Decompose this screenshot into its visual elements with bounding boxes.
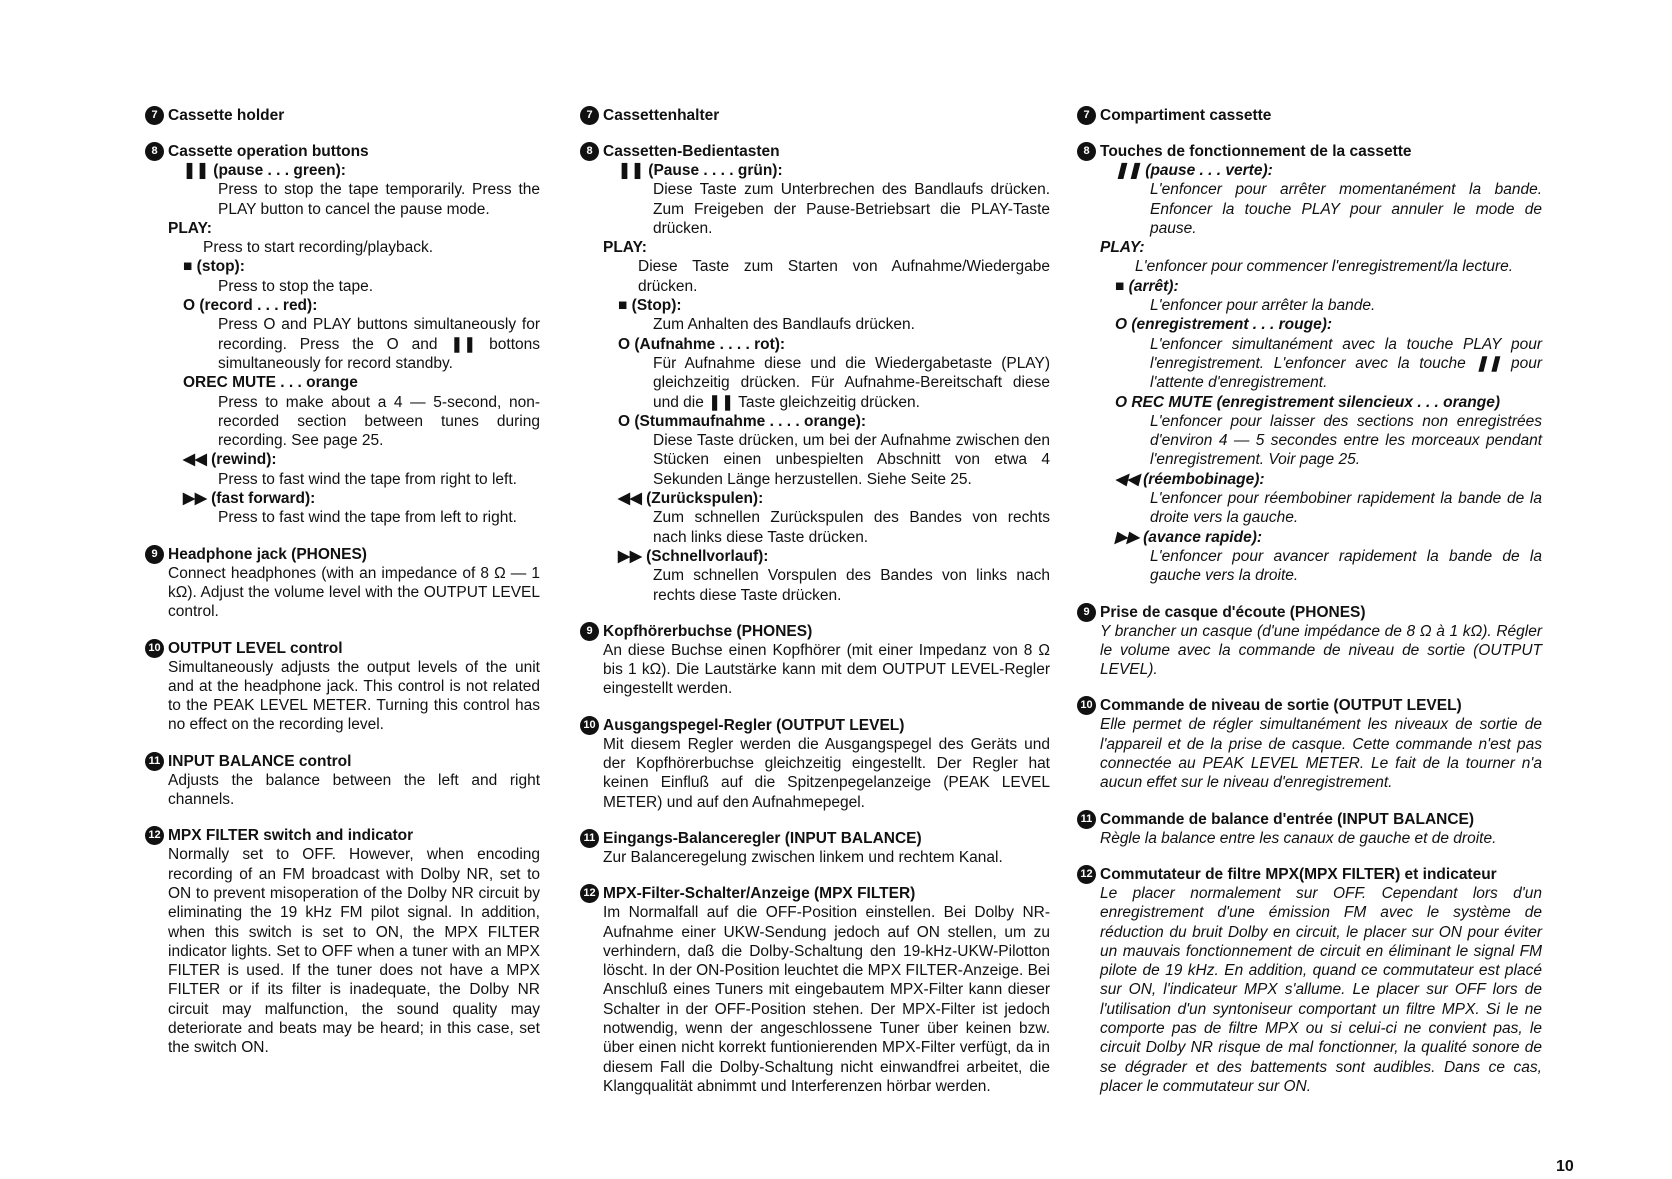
column-french: [1077, 106, 1542, 1113]
section-number-badge: 8: [580, 142, 599, 161]
section-title: Kopfhörerbuchse (PHONES): [603, 622, 813, 640]
button-description-item: [183, 161, 540, 219]
section-body: An diese Buchse einen Kopfhörer (mit einer Impedanz von 8 Ω bis 1 kΩ). Die Lautstärke kann mit dem OUTPUT LEVEL-Regler eingestellt werden.: [603, 641, 1050, 698]
button-description: Press to start recording/playback.: [203, 239, 434, 257]
section-12: [1077, 865, 1542, 1096]
section-body: Im Normalfall auf die OFF-Position einstellen. Bei Dolby NR-Aufnahme einer UKW-Sendung jedoch auf ON stellen, um zu verhindern, daß die Dolby-Schaltung den 19-kHz-UKW-Pilotton löscht. In der ON-Position leuchtet die MPX FILTER-Anzeige. Bei Anschluß eines Tuners mit eingebautem MPX-Filter kann dieser Schalter in der OFF-Position stehen. Der MPX-Filter ist jedoch notwendig, wenn der angeschlossene Tuner über keinen bzw. über einen nicht korrekt funtionierenden MPX-Filter verfügt, da in diesem Fall die Dolby-Schaltung nicht einwandfrei arbeitet, die Klangqualität abnimmt und Interferenzen hörbar werden.: [603, 904, 1050, 1095]
button-label: ▶▶ (fast forward):: [183, 490, 316, 508]
section-body: Normally set to OFF. However, when encoding recording of an FM broadcast with Dolby NR, set to ON to prevent misoperation of the Dolby NR circuit by eliminating the 19 kHz FM pilot signal. In addition, when this switch is set to ON, the MPX FILTER indicator lights. Set to OFF when a tuner with an MPX FILTER is used. If the tuner does not have a MPX FILTER or if its filter is inadequate, the Dolby NR circuit may malfunction, the sound quality may deteriorate and beats may be heard; in this case, set the switch ON.: [168, 846, 540, 1057]
section-title: INPUT BALANCE control: [168, 752, 352, 770]
button-label: ▶▶ (Schnellvorlauf):: [618, 547, 769, 565]
section-11: [580, 829, 1050, 867]
button-description-item: [168, 219, 540, 258]
button-label: PLAY:: [168, 219, 212, 237]
section-number-badge: 8: [1077, 142, 1096, 161]
button-description: Für Aufnahme diese und die Wiedergabetaste (PLAY) gleichzeitig drücken. Für Aufnahme-Bereitschaft diese und die ❚❚ Taste gleichzeitig drücken.: [653, 354, 1050, 411]
section-title: Cassette operation buttons: [168, 143, 369, 160]
section-title: Cassettenhalter: [603, 107, 720, 124]
button-label: O (record . . . red):: [183, 297, 318, 315]
section-9: [145, 545, 540, 622]
section-10: [1077, 696, 1542, 792]
button-description: L'enfoncer pour laisser des sections non enregistrées d'environ 4 — 5 secondes entre les morceaux pendant l'enregistrement. Voir page 25.: [1150, 412, 1542, 469]
section-10: [580, 716, 1050, 812]
section-8: [1077, 142, 1542, 586]
button-description-item: [1115, 161, 1542, 238]
section-7: [580, 106, 1050, 125]
section-body: Zur Balanceregelung zwischen linkem und rechtem Kanal.: [603, 848, 1003, 866]
section-heading: [580, 716, 1050, 735]
button-description-item: [1115, 393, 1542, 470]
section-number-badge: 11: [580, 829, 599, 848]
section-number-badge: 10: [580, 716, 599, 735]
section-title: Cassetten-Bedientasten: [603, 143, 780, 160]
button-label: ■ (Stop):: [618, 297, 682, 315]
section-number-badge: 10: [145, 639, 164, 658]
section-body: Adjusts the balance between the left and right channels.: [168, 771, 540, 809]
button-description-item: [183, 450, 540, 489]
section-12: [580, 884, 1050, 1096]
button-description-item: [618, 296, 1050, 335]
section-number-badge: 9: [580, 622, 599, 641]
button-label: ◀◀ (rewind):: [183, 451, 277, 469]
section-number-badge: 12: [580, 884, 599, 903]
section-body: Règle la balance entre les canaux de gauche et de droite.: [1100, 829, 1497, 847]
section-9: [1077, 603, 1542, 680]
section-10: [145, 639, 540, 735]
section-body: Connect headphones (with an impedance of 8 Ω — 1 kΩ). Adjust the volume level with the OUTPUT LEVEL control.: [168, 564, 540, 621]
button-description-item: [618, 412, 1050, 489]
button-description: L'enfoncer pour réembobiner rapidement la bande de la droite vers la gauche.: [1150, 490, 1542, 527]
section-heading: [580, 142, 1050, 161]
section-title: Prise de casque d'écoute (PHONES): [1100, 603, 1366, 621]
section-heading: [580, 106, 1050, 125]
button-description: Press to fast wind the tape from left to right.: [218, 509, 517, 527]
section-heading: [145, 639, 540, 658]
section-title: Headphone jack (PHONES): [168, 545, 367, 563]
button-label: O (Aufnahme . . . . rot):: [618, 335, 786, 353]
section-title: Cassette holder: [168, 107, 285, 124]
button-description: Press to fast wind the tape from right to left.: [218, 470, 517, 488]
button-description: Press to make about a 4 — 5-second, non-recorded section between tunes during recording. See page 25.: [218, 393, 540, 450]
section-title: Commande de niveau de sortie (OUTPUT LEVEL): [1100, 697, 1462, 715]
section-number-badge: 7: [1077, 106, 1096, 125]
button-description: Press to stop the tape.: [218, 277, 374, 295]
button-description-item: [603, 238, 1050, 296]
section-11: [145, 752, 540, 810]
section-body: Y brancher un casque (d'une impédance de 8 Ω à 1 kΩ). Régler le volume avec la commande de niveau de sortie (OUTPUT LEVEL).: [1100, 622, 1542, 679]
section-heading: [145, 826, 540, 845]
section-heading: [1077, 106, 1542, 125]
button-description-item: [1115, 315, 1542, 392]
button-description: Zum Anhalten des Bandlaufs drücken.: [653, 316, 915, 334]
section-number-badge: 11: [145, 752, 164, 771]
column-german: [580, 106, 1050, 1113]
section-body: Elle permet de régler simultanément les niveaux de sortie de l'appareil et de la prise de casque. Cette commande n'est pas connectée au PEAK LEVEL METER. Le fait de la tourner n'a aucun effet sur le niveau d'enregistrement.: [1100, 716, 1542, 792]
section-heading: [1077, 603, 1542, 622]
button-label: PLAY:: [1100, 239, 1145, 257]
button-description: Zum schnellen Zurückspulen des Bandes von rechts nach links diese Taste drücken.: [653, 509, 1050, 546]
section-number-badge: 12: [1077, 865, 1096, 884]
button-description-item: [1115, 470, 1542, 528]
section-title: Touches de fonctionnement de la cassette: [1100, 143, 1412, 160]
button-description: Zum schnellen Vorspulen des Bandes von links nach rechts diese Taste drücken.: [653, 567, 1050, 604]
section-title: Commande de balance d'entrée (INPUT BALANCE): [1100, 810, 1475, 828]
button-label: ❚❚ (Pause . . . . grün):: [618, 162, 783, 179]
section-number-badge: 9: [1077, 603, 1096, 622]
section-9: [580, 622, 1050, 699]
section-number-badge: 7: [145, 106, 164, 125]
section-heading: [580, 622, 1050, 641]
button-description-item: [183, 296, 540, 373]
button-description-item: [1115, 528, 1542, 586]
section-title: MPX FILTER switch and indicator: [168, 827, 414, 845]
section-heading: [145, 545, 540, 564]
button-description-item: [1100, 238, 1542, 277]
section-heading: [580, 884, 1050, 903]
section-11: [1077, 810, 1542, 848]
button-description-item: [1115, 277, 1542, 316]
button-label: ◀◀ (Zurückspulen):: [618, 490, 764, 508]
button-description: Diese Taste drücken, um bei der Aufnahme zwischen den Stücken einen unbespielten Abschnitt von etwa 4 Sekunden Länge herzustellen. Siehe Seite 25.: [653, 432, 1050, 488]
section-number-badge: 7: [580, 106, 599, 125]
button-description: L'enfoncer simultanément avec la touche PLAY pour l'enregistrement. L'enfoncer avec la touche ❚❚ pour l'attente d'enregistrement.: [1150, 335, 1542, 392]
section-body: Mit diesem Regler werden die Ausgangspegel des Geräts und der Kopfhörerbuchse gleichzeitig eingestellt. Der Regler hat keinen Einfluß auf die Spitzenpegelanzeige (PEAK LEVEL METER) und auf den Aufnahmepegel.: [603, 735, 1050, 811]
section-heading: [1077, 696, 1542, 715]
button-description: Diese Taste zum Unterbrechen des Bandlaufs drücken. Zum Freigeben der Pause-Betriebsart die PLAY-Taste drücken.: [653, 181, 1050, 237]
section-number-badge: 12: [145, 826, 164, 845]
button-description-item: [618, 489, 1050, 547]
section-8: [580, 142, 1050, 605]
button-label: ■ (arrêt):: [1115, 277, 1179, 295]
button-label: O (enregistrement . . . rouge):: [1115, 316, 1333, 334]
button-description: L'enfoncer pour arrêter momentanément la bande. Enfoncer la touche PLAY pour annuler le mode de pause.: [1150, 181, 1542, 237]
button-label: O (Stummaufnahme . . . . orange):: [618, 412, 867, 430]
section-number-badge: 11: [1077, 810, 1096, 829]
button-description-item: [618, 161, 1050, 238]
section-number-badge: 10: [1077, 696, 1096, 715]
button-label: PLAY:: [603, 239, 647, 257]
section-12: [145, 826, 540, 1057]
section-body: Simultaneously adjusts the output levels of the unit and at the headphone jack. This control is not related to the PEAK LEVEL METER. Turning this control has no effect on the recording level.: [168, 658, 540, 734]
section-heading: [1077, 142, 1542, 161]
button-label: ◀◀ (réembobinage):: [1115, 470, 1265, 488]
page-number: 10: [1556, 1158, 1574, 1175]
button-description: Press to stop the tape temporarily. Press the PLAY button to cancel the pause mode.: [218, 181, 540, 218]
button-description-item: [183, 373, 540, 450]
button-label: ❚❚ (pause . . . verte):: [1115, 162, 1273, 179]
button-description: L'enfoncer pour avancer rapidement la bande de la gauche vers la droite.: [1150, 547, 1542, 585]
button-description-item: [618, 547, 1050, 605]
section-heading: [1077, 810, 1542, 829]
button-label: ■ (stop):: [183, 258, 245, 276]
button-description-item: [618, 335, 1050, 412]
section-title: Commutateur de filtre MPX(MPX FILTER) et indicateur: [1100, 865, 1497, 883]
section-number-badge: 8: [145, 142, 164, 161]
section-title: Compartiment cassette: [1100, 107, 1272, 124]
section-7: [1077, 106, 1542, 125]
section-heading: [580, 829, 1050, 848]
section-8: [145, 142, 540, 528]
section-title: Eingangs-Balanceregler (INPUT BALANCE): [603, 829, 922, 847]
column-english: [145, 106, 540, 1075]
section-number-badge: 9: [145, 545, 164, 564]
button-label: O REC MUTE (enregistrement silencieux . . . orange): [1115, 393, 1501, 411]
button-label: OREC MUTE . . . orange: [183, 374, 358, 392]
button-description: L'enfoncer pour arrêter la bande.: [1150, 297, 1376, 315]
button-description: Diese Taste zum Starten von Aufnahme/Wiedergabe drücken.: [638, 258, 1050, 295]
section-7: [145, 106, 540, 125]
section-body: Le placer normalement sur OFF. Cependant lors d'un enregistrement d'une émission FM avec le système de réduction du bruit Dolby en circuit, le placer sur ON pour éviter un mauvais fonctionnement de circuit en éliminant le signal FM pilote de 19 kHz. En addition, quand ce commutateur est placé sur ON, l'indicateur MPX s'allume. Le placer sur OFF lors de l'utilisation d'un syntoniseur comportant un filtre MPX. Si le ne comporte pas de filtre MPX ou si celui-ci ne convient pas, le circuit Dolby NR risque de mal fonctionner, la qualité sonore de se dégrader et des battements sont audibles. Dans ce cas, placer le commutateur sur ON.: [1100, 884, 1542, 1095]
section-heading: [145, 752, 540, 771]
button-description-item: [183, 489, 540, 528]
section-title: Ausgangspegel-Regler (OUTPUT LEVEL): [603, 716, 905, 734]
section-heading: [145, 106, 540, 125]
button-description: Press O and PLAY buttons simultaneously for recording. Press the O and ❚❚ bottons simultaneously for record standby.: [218, 316, 540, 372]
section-heading: [1077, 865, 1542, 884]
button-description-item: [183, 257, 540, 296]
section-title: OUTPUT LEVEL control: [168, 639, 343, 657]
section-heading: [145, 142, 540, 161]
button-label: ▶▶ (avance rapide):: [1115, 528, 1263, 546]
button-description: L'enfoncer pour commencer l'enregistrement/la lecture.: [1135, 258, 1514, 276]
section-title: MPX-Filter-Schalter/Anzeige (MPX FILTER): [603, 885, 916, 903]
button-label: ❚❚ (pause . . . green):: [183, 162, 346, 179]
